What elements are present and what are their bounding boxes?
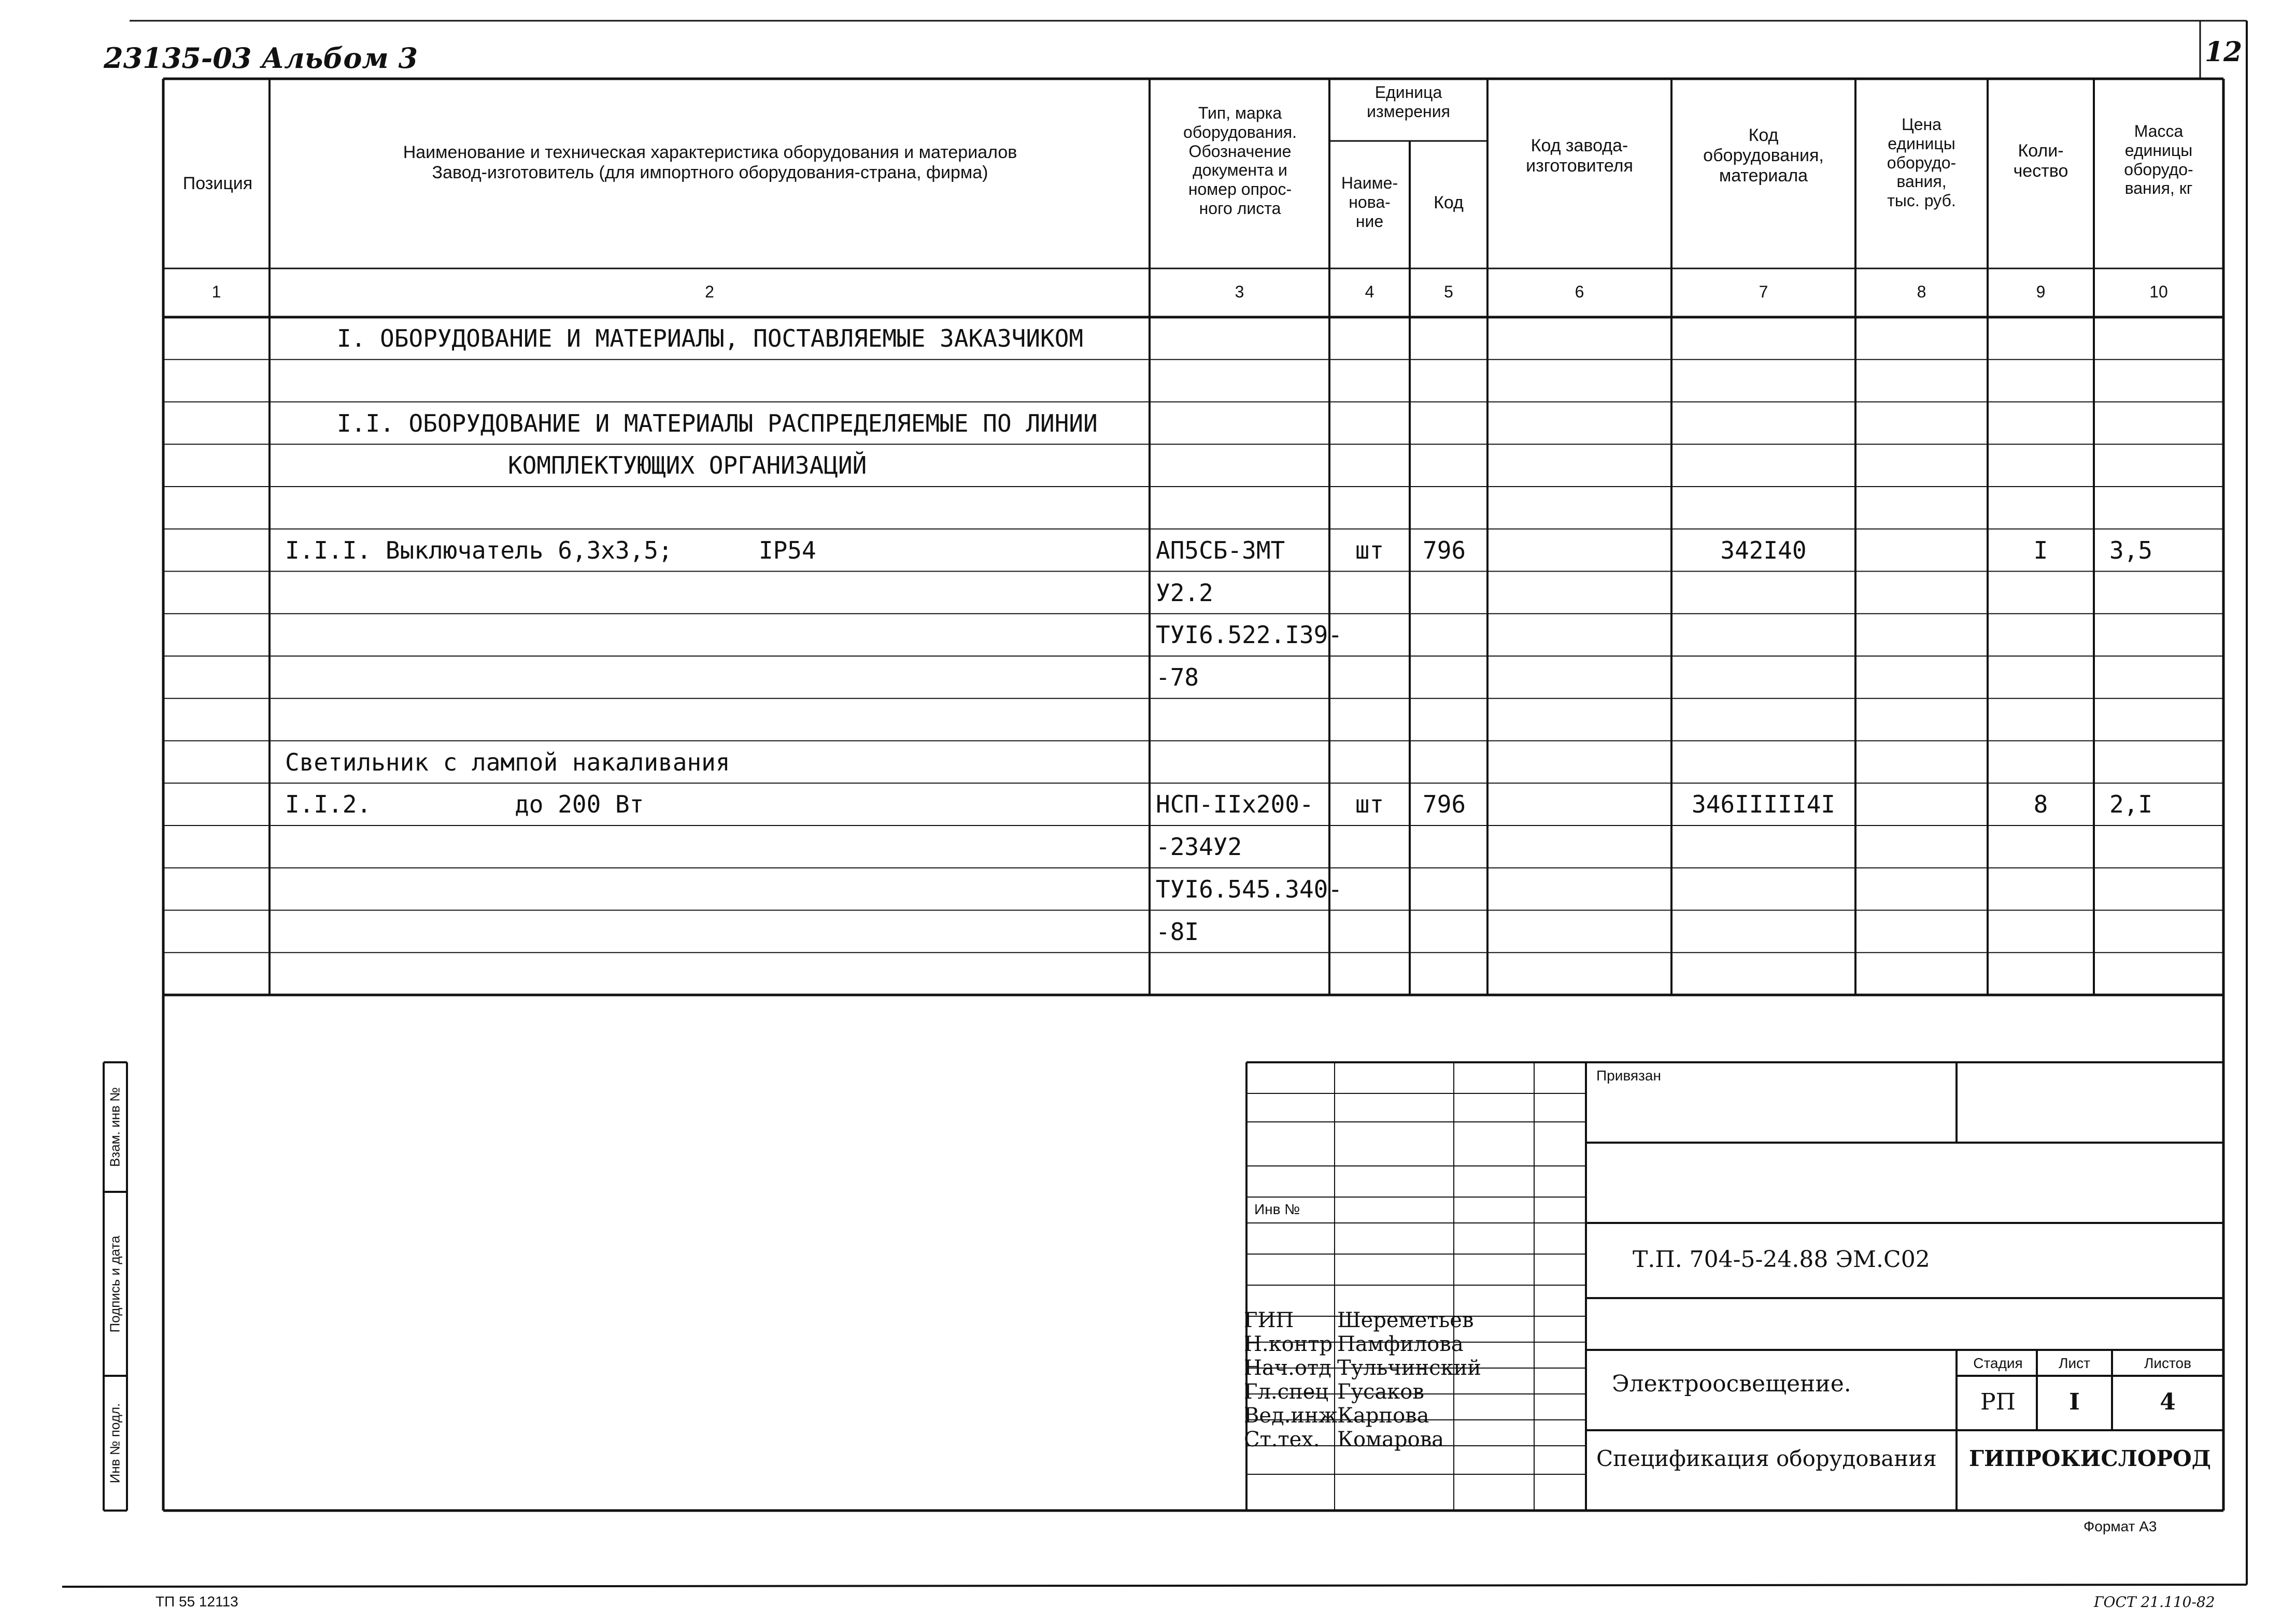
drawing-title-line1: Электроосвещение. [1612,1371,1851,1397]
col-6-header: Код завода- изготовителя [1526,136,1633,176]
organization-name: ГИПРОКИСЛОРОД [1968,1446,2212,1471]
col-3-header: Тип, марка оборудования. Обозначение документа и номер опрос- ного листа [1183,104,1297,218]
staff-role: Гл.спец [1244,1380,1329,1404]
col-num-7: 7 [1759,282,1768,301]
unit-group-header: Единица измерения [1367,83,1450,121]
col-num-8: 8 [1917,282,1926,301]
format-label: Формат А3 [2084,1518,2157,1534]
table-cell-c10: 2,I [2109,790,2153,819]
sheet-value: I [2069,1389,2080,1415]
drawing-title-line2: Спецификация оборудования [1596,1446,1937,1471]
table-cell-c5: 796 [1423,790,1466,819]
col-num-10: 10 [2149,282,2168,301]
col-num-4: 4 [1365,282,1374,301]
privyazan-label: Привязан [1596,1067,1661,1084]
table-cell-c3: ТУI6.545.340- [1156,875,1343,903]
col-9-header: Коли- чество [2013,141,2068,181]
staff-name: Карпова [1337,1404,1429,1428]
col-7-header: Код оборудования, материала [1703,125,1824,186]
staff-name: Комарова [1337,1428,1444,1451]
table-cell-c9: I [2033,536,2048,564]
footer-left-code: ТП 55 12113 [155,1593,238,1610]
table-cell-c4: шт [1355,536,1384,564]
col-num-9: 9 [2036,282,2046,301]
table-cell-c7: 346IIIII4I [1692,790,1835,819]
table-cell-c9: 8 [2033,790,2048,819]
document-code: Т.П. 704-5-24.88 ЭМ.С02 [1633,1246,1930,1273]
col-num-6: 6 [1575,282,1584,301]
col-5-header: Код [1434,193,1464,212]
staff-role: Вед.инж [1244,1404,1338,1428]
col-2-header: Наименование и техническая характеристика оборудования и материалов Завод-изготовитель (для импортного оборудования-страна, фирма) [403,143,1017,183]
table-cell-c7: 342I40 [1720,536,1807,564]
sheet-label: Лист [2059,1355,2090,1371]
sheet-number: 12 [2204,36,2243,68]
col-1-header: Позиция [182,174,253,193]
table-cell-c2: I. ОБОРУДОВАНИЕ И МАТЕРИАЛЫ, ПОСТАВЛЯЕМЫЕ ЗАКАЗЧИКОМ [337,324,1084,352]
side-stamp-inv-podl: Инв № подл. [107,1403,123,1484]
table-cell-c3: У2.2 [1156,578,1213,607]
table-cell-c2: Светильник с лампой накаливания [285,748,730,776]
staff-role: ГИП [1244,1308,1294,1332]
stage-label: Стадия [1973,1355,2023,1371]
table-cell-c2: КОМПЛЕКТУЮЩИХ ОРГАНИЗАЦИЙ [508,451,867,480]
album-reference: 23135-03 Альбом 3 [104,41,418,75]
col-num-2: 2 [705,282,714,301]
side-stamp-signature-date: Подпись и дата [107,1235,123,1333]
table-cell-c4: шт [1355,790,1384,819]
staff-role: Нач.отд [1244,1356,1331,1380]
col-4-header: Наиме- нова- ние [1341,174,1398,231]
side-stamp-vzam-inv: Взам. инв № [107,1087,123,1167]
stage-value: РП [1980,1389,2016,1415]
col-10-header: Масса единицы оборудо- вания, кг [2124,122,2193,198]
table-cell-c2: I.I.I. Выключатель 6,3x3,5; IP54 [285,536,816,564]
col-num-3: 3 [1235,282,1244,301]
table-cell-c5: 796 [1423,536,1466,564]
staff-name: Тульчинский [1337,1356,1481,1380]
table-cell-c2: I.I. ОБОРУДОВАНИЕ И МАТЕРИАЛЫ РАСПРЕДЕЛЯЕМЫЕ ПО ЛИНИИ [337,409,1098,437]
col-8-header: Цена единицы оборудо- вания, тыс. руб. [1887,115,1957,210]
staff-role: Ст.тех. [1244,1428,1320,1451]
col-num-5: 5 [1444,282,1453,301]
col-num-1: 1 [211,282,221,301]
table-cell-c3: -8I [1156,917,1199,946]
table-cell-c3: -78 [1156,663,1199,691]
table-cell-c3: НСП-IIx200- [1156,790,1314,819]
table-cell-c3: АП5СБ-3МТ [1156,536,1285,564]
table-cell-c10: 3,5 [2109,536,2153,564]
sheets-value: 4 [2160,1389,2176,1415]
staff-name: Шереметьев [1337,1308,1474,1332]
table-cell-c3: -234У2 [1156,833,1242,861]
sheets-label: Листов [2144,1355,2191,1371]
staff-name: Памфилова [1337,1332,1464,1356]
table-cell-c3: ТУI6.522.I39- [1156,621,1343,649]
footer-gost: ГОСТ 21.110-82 [2094,1593,2215,1611]
staff-name: Гусаков [1337,1380,1424,1404]
inv-label: Инв № [1254,1201,1300,1217]
table-cell-c2: I.I.2. до 200 Вт [285,790,644,819]
staff-role: Н.контр [1244,1332,1333,1356]
